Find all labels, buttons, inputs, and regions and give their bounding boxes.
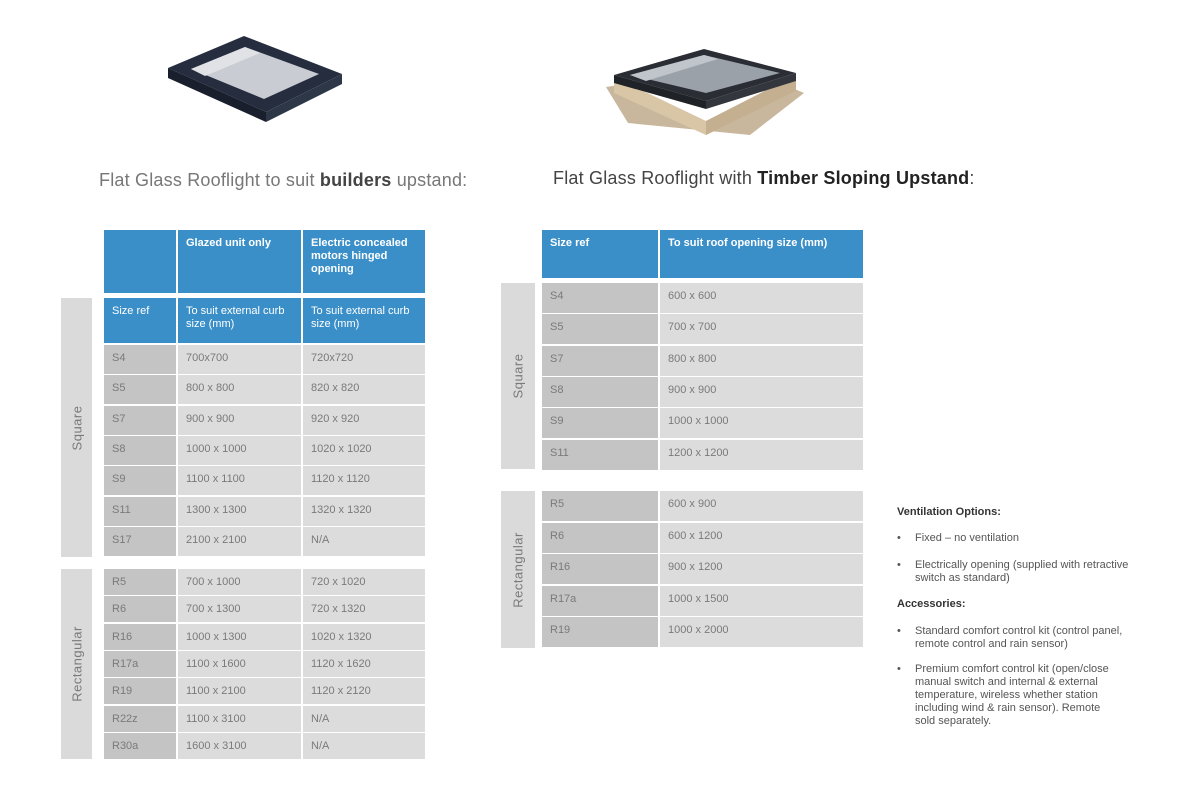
left-rect-row-ref: R19: [104, 678, 176, 704]
left-rectangular-side-label: [61, 569, 92, 759]
right-rect-row-ref: R17a: [542, 586, 658, 616]
left-rect-row-glazed: 1100 x 2100: [178, 678, 301, 704]
right-rect-row-opening: 900 x 1200: [660, 554, 863, 584]
left-rect-row-electric: 720 x 1320: [303, 596, 425, 622]
left-square-row-glazed: 800 x 800: [178, 375, 301, 404]
bullet: •: [897, 663, 901, 675]
right-square-row-opening: 1000 x 1000: [660, 408, 863, 438]
left-rect-row-ref: R17a: [104, 651, 176, 677]
right-rect-row-opening: 600 x 1200: [660, 523, 863, 553]
right-rect-row-opening: 1000 x 2000: [660, 617, 863, 647]
left-square-row-glazed: 1100 x 1100: [178, 466, 301, 495]
left-square-side-label: [61, 298, 92, 557]
left-square-row-glazed: 700x700: [178, 345, 301, 374]
right-square-row-ref: S5: [542, 314, 658, 344]
left-rect-row-electric: 720 x 1020: [303, 569, 425, 595]
flat-rooflight-image: [160, 30, 350, 145]
bullet: •: [897, 559, 901, 571]
left-rect-row-glazed: 700 x 1000: [178, 569, 301, 595]
left-header-electric: Electric concealed motors hinged opening: [303, 230, 425, 293]
bullet: •: [897, 625, 901, 637]
right-rect-label-text: Rectangular: [510, 531, 526, 608]
right-square-row-ref: S9: [542, 408, 658, 438]
right-heading-text: Flat Glass Rooflight with: [553, 168, 758, 188]
right-rect-row-opening: 600 x 900: [660, 491, 863, 521]
ventilation-item-electric: Electrically opening (supplied with retractive switch as standard): [915, 559, 1129, 584]
left-rect-row-electric: N/A: [303, 706, 425, 732]
left-rect-row-electric: N/A: [303, 733, 425, 759]
left-rect-row-ref: R5: [104, 569, 176, 595]
left-rect-row-ref: R16: [104, 624, 176, 650]
left-square-row-glazed: 1300 x 1300: [178, 497, 301, 526]
options-panel: [897, 506, 1147, 756]
right-square-row-ref: S11: [542, 440, 658, 470]
right-heading-suffix: :: [969, 168, 975, 188]
left-rect-row-ref: R22z: [104, 706, 176, 732]
left-square-row-electric: 1320 x 1320: [303, 497, 425, 526]
left-rect-row-electric: 1120 x 2120: [303, 678, 425, 704]
bullet: •: [897, 532, 901, 544]
left-rect-row-ref: R6: [104, 596, 176, 622]
left-header-glazed: Glazed unit only: [178, 230, 301, 293]
left-square-row-electric: 1120 x 1120: [303, 466, 425, 495]
left-square-label-text: Square: [69, 405, 84, 450]
left-square-row-ref: S5: [104, 375, 176, 404]
left-table-heading: [99, 170, 467, 191]
left-square-row-glazed: 900 x 900: [178, 406, 301, 435]
left-rect-row-ref: R30a: [104, 733, 176, 759]
left-square-row-ref: S11: [104, 497, 176, 526]
left-heading-text: Flat Glass Rooflight to suit: [99, 170, 320, 190]
right-square-row-ref: S8: [542, 377, 658, 407]
left-square-row-electric: 1020 x 1020: [303, 436, 425, 465]
right-rect-row-opening: 1000 x 1500: [660, 586, 863, 616]
left-square-row-ref: S9: [104, 466, 176, 495]
left-heading-suffix: upstand:: [391, 170, 468, 190]
left-rect-row-glazed: 700 x 1300: [178, 596, 301, 622]
accessory-item-standard: Standard comfort control kit (control panel, remote control and rain sensor): [915, 625, 1123, 650]
left-header-size-ref: Size ref: [104, 298, 176, 343]
left-square-row-electric: 820 x 820: [303, 375, 425, 404]
left-header-blank: [104, 230, 176, 293]
accessory-item-premium: Premium comfort control kit (open/close manual switch and internal & external temperature, wireless whether station including wind & rain sensor). Remote sold separately.: [915, 663, 1109, 727]
left-rect-row-electric: 1120 x 1620: [303, 651, 425, 677]
timber-upstand-rooflight-image: [600, 35, 810, 140]
right-square-row-opening: 800 x 800: [660, 346, 863, 376]
left-square-row-ref: S17: [104, 527, 176, 556]
ventilation-item-fixed: Fixed – no ventilation: [915, 532, 1019, 544]
right-table-heading: [553, 168, 975, 189]
left-square-row-ref: S7: [104, 406, 176, 435]
left-square-row-electric: N/A: [303, 527, 425, 556]
right-header-size-ref: Size ref: [542, 230, 658, 278]
left-header-curb-electric: To suit external curb size (mm): [303, 298, 425, 343]
right-square-row-ref: S7: [542, 346, 658, 376]
left-rect-row-glazed: 1100 x 3100: [178, 706, 301, 732]
left-rect-row-electric: 1020 x 1320: [303, 624, 425, 650]
right-square-side-label: [501, 283, 535, 469]
left-square-row-glazed: 1000 x 1000: [178, 436, 301, 465]
left-rect-label-text: Rectangular: [69, 626, 84, 702]
right-square-row-ref: S4: [542, 283, 658, 313]
left-rect-row-glazed: 1600 x 3100: [178, 733, 301, 759]
right-header-opening: To suit roof opening size (mm): [660, 230, 863, 278]
right-square-label-text: Square: [510, 353, 526, 399]
right-square-row-opening: 700 x 700: [660, 314, 863, 344]
ventilation-title: Ventilation Options:: [897, 506, 1001, 518]
left-header-curb-glazed: To suit external curb size (mm): [178, 298, 301, 343]
right-rect-row-ref: R5: [542, 491, 658, 521]
left-rect-row-glazed: 1100 x 1600: [178, 651, 301, 677]
left-heading-bold: builders: [319, 170, 392, 190]
right-heading-bold: Timber Sloping Upstand: [757, 168, 970, 188]
right-rect-row-ref: R6: [542, 523, 658, 553]
right-rectangular-side-label: [501, 491, 535, 648]
left-rect-row-glazed: 1000 x 1300: [178, 624, 301, 650]
left-square-row-electric: 720x720: [303, 345, 425, 374]
left-square-row-ref: S8: [104, 436, 176, 465]
left-square-row-glazed: 2100 x 2100: [178, 527, 301, 556]
right-square-row-opening: 600 x 600: [660, 283, 863, 313]
right-square-row-opening: 900 x 900: [660, 377, 863, 407]
left-square-row-ref: S4: [104, 345, 176, 374]
right-rect-row-ref: R16: [542, 554, 658, 584]
right-square-row-opening: 1200 x 1200: [660, 440, 863, 470]
left-square-row-electric: 920 x 920: [303, 406, 425, 435]
right-rect-row-ref: R19: [542, 617, 658, 647]
accessories-title: Accessories:: [897, 598, 966, 610]
